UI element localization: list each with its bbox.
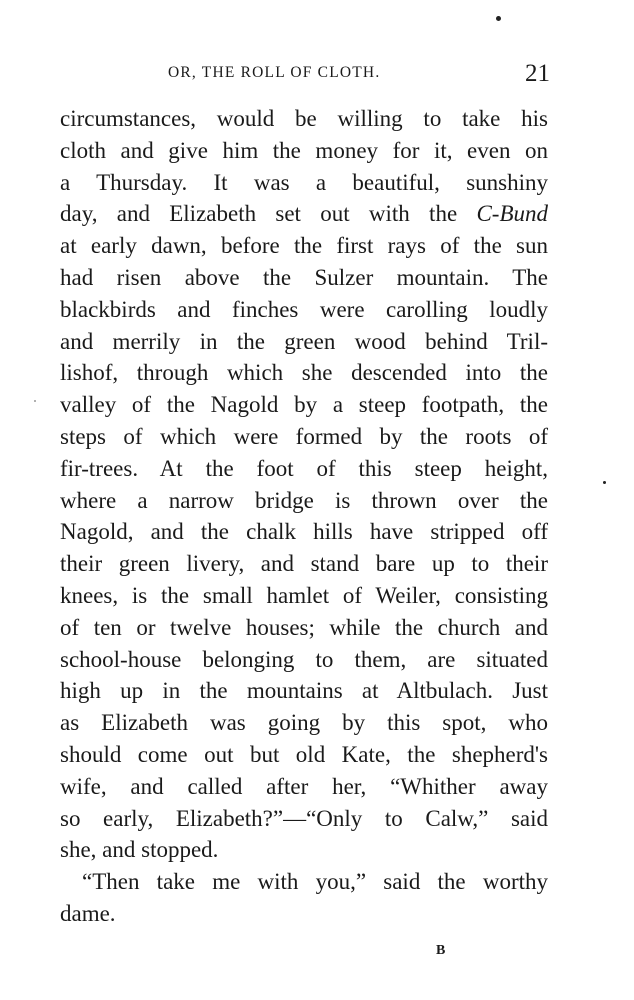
text-line: school-house belonging to them, are situated (60, 646, 548, 672)
text-line: wife, and called after her, “Whither away (60, 773, 548, 799)
text-line: day, and Elizabeth set out with the C-Bund (60, 201, 548, 227)
text-line: as Elizabeth was going by this spot, who (60, 710, 548, 736)
text-line: high up in the mountains at Altbulach. Just (60, 678, 548, 704)
text-line: knees, is the small hamlet of Weiler, consisting (60, 582, 548, 608)
text-line: should come out but old Kate, the shepherd's (60, 741, 548, 767)
text-line: a Thursday. It was a beautiful, sunshiny (60, 169, 548, 195)
text-line: valley of the Nagold by a steep footpath, the (60, 392, 548, 418)
body-text (60, 103, 548, 930)
italic-term: C-Bund (476, 201, 548, 227)
text-line: she, and stopped. (60, 837, 219, 863)
ink-speck (496, 16, 501, 21)
running-head (60, 60, 550, 90)
text-line: where a narrow bridge is thrown over the (60, 487, 548, 513)
running-title: OR, THE ROLL OF CLOTH. (168, 64, 381, 81)
text-line: blackbirds and finches were carolling loudly (60, 296, 548, 322)
text-line: “Then take me with you,” said the worthy (82, 869, 548, 895)
text-line: Nagold, and the chalk hills have stripped off (60, 519, 548, 545)
text-line: cloth and give him the money for it, even on (60, 137, 548, 163)
text-line: lishof, through which she descended into the (60, 360, 548, 386)
ink-speck (603, 481, 606, 484)
text-line: their green livery, and stand bare up to their (60, 551, 548, 577)
text-line: dame. (60, 900, 116, 926)
text-line: fir-trees. At the foot of this steep height, (60, 455, 548, 481)
text-line: of ten or twelve houses; while the church and (60, 614, 548, 640)
text-line: circumstances, would be willing to take his (60, 106, 548, 131)
page-number: 21 (525, 60, 550, 87)
signature-mark: B (436, 943, 447, 958)
text-line: and merrily in the green wood behind Tril- (60, 328, 548, 354)
text-line: steps of which were formed by the roots of (60, 423, 548, 449)
text-line: at early dawn, before the first rays of the sun (60, 233, 548, 259)
text-line: so early, Elizabeth?”—“Only to Calw,” said (60, 805, 548, 831)
text-line: had risen above the Sulzer mountain. The (60, 264, 548, 290)
ink-speck (34, 400, 36, 402)
